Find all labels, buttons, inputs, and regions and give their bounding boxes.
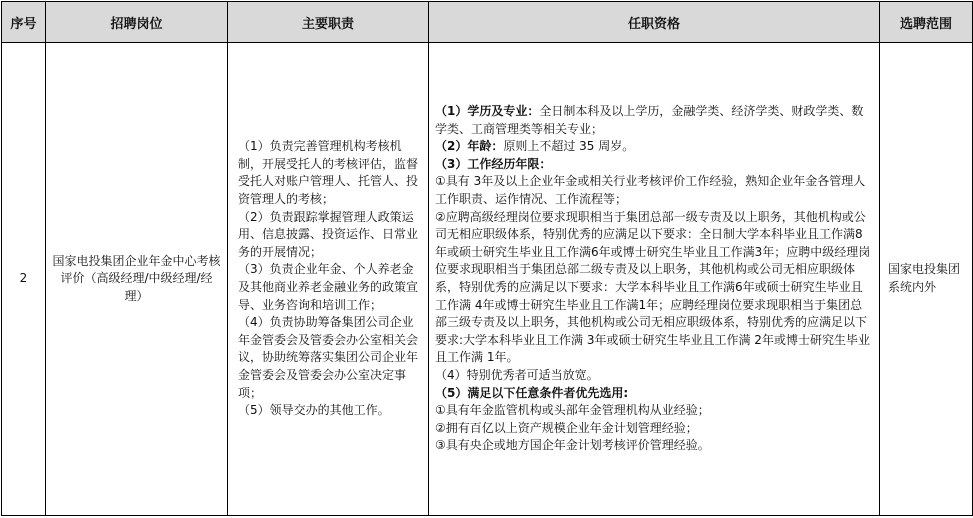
edu-text: 全日制本科及以上学历，金融学类、经济学类、财政学类、数学类、工商管理类等相关专业； — [435, 104, 864, 136]
cell-position: 国家电投集团企业年金中心考核评价（高级经理/中级经理/经理） — [46, 43, 228, 516]
table-row — [2, 43, 973, 516]
exp-item-1: ①具有 3年及以上企业年金或相关行业考核评价工作经验，熟知企业年金各管理人工作职责、运作情况、工作流程等； — [435, 174, 866, 207]
cell-duties — [228, 43, 429, 516]
age-title: （2）年龄： — [435, 139, 504, 154]
pref-item-2: ②拥有百亿以上资产规模企业年金计划管理经验； — [435, 420, 698, 435]
pref-item-1: ①具有年金监管机构或头部年金管理机构从业经验； — [435, 403, 710, 418]
header-duties: 主要职责 — [228, 2, 429, 43]
duty-item: （4）负责协助筹备集团公司企业年金管委会及管委会办公室相关会议，协助统筹落实集团公司企业年金管委会及管委会办公室决定事项； — [238, 315, 419, 400]
pref-item-3: ③具有央企或地方国企年金计划考核评价管理经验。 — [435, 438, 710, 453]
duty-item: （5）领导交办的其他工作。 — [238, 403, 390, 418]
duty-item: （2）负责跟踪掌握管理人政策运用、信息披露、投资运作、日常业务的开展情况； — [238, 209, 419, 259]
edu-title: （1）学历及专业： — [435, 104, 540, 119]
cell-qualifications — [429, 43, 880, 516]
cell-no: 2 — [2, 43, 46, 516]
header-position: 招聘岗位 — [46, 2, 228, 43]
duty-item: （3）负责企业年金、个人养老金及其他商业养老金融业务的政策宣导、业务咨询和培训工作； — [238, 262, 419, 312]
duty-item: （1）负责完善管理机构考核机制，开展受托人的考核评估，监督受托人对账户管理人、托管人、投资管理人的考核； — [238, 139, 419, 207]
header-scope: 选聘范围 — [880, 2, 973, 43]
exp-item-2: ②应聘高级经理岗位要求现职相当于集团总部一级专责及以上职务，其他机构或公司无相应职级体系，特别优秀的应满足以下要求：全日制大学本科毕业且工作满8 年或硕士研究生毕业且工作满6年或博士研究生毕业且工作满3年；应聘中级经理岗位要求现职相当于集团总部二级专责及以上职务，其他机构或公司无相应职级体系，特别优秀的应满足以下要求：大学本科毕业且工作满6年或硕士研究生毕业且工作满 4年或博士研究生毕业且工作满1年；应聘经理岗位要求现职相当于集团总部三级专责及以上职务，其他机构或公司无相应职级体系，特别优秀的应满足以下要求:大学本科毕业且工作满 3年或硕士研究生毕业且工作满 2年或博士研究生毕业且工作满 1年。 — [435, 209, 871, 365]
header-row — [2, 2, 973, 43]
duties-list — [238, 138, 418, 420]
recruitment-table — [1, 1, 973, 516]
pref-title: （5）满足以下任意条件者优先选用: — [435, 385, 629, 400]
exp-title: （3）工作经历年限： — [435, 156, 552, 171]
special-note: （4）特别优秀者可适当放宽。 — [435, 367, 599, 382]
header-qualifications: 任职资格 — [429, 2, 880, 43]
header-no: 序号 — [2, 2, 46, 43]
age-text: 原则上不超过 35 周岁。 — [503, 139, 635, 154]
cell-scope: 国家电投集团系统内外 — [880, 43, 973, 516]
